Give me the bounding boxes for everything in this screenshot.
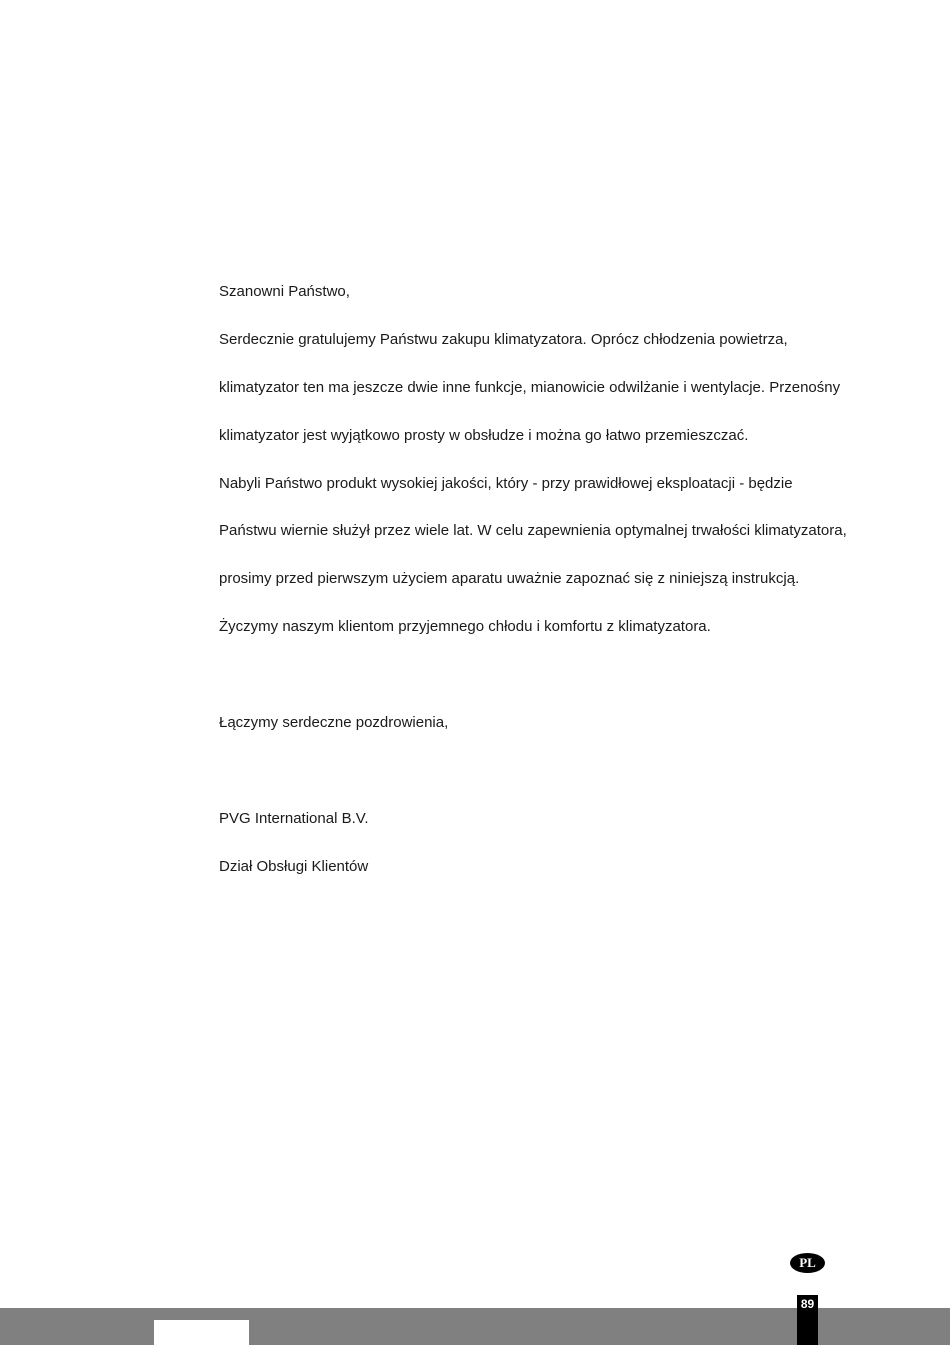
letter-closing: Łączymy serdeczne pozdrowienia, bbox=[219, 714, 449, 731]
letter-paragraph-line: Serdecznie gratulujemy Państwu zakupu klimatyzatora. Oprócz chłodzenia powietrza, bbox=[219, 331, 788, 348]
footer-white-block bbox=[154, 1320, 249, 1345]
letter-paragraph-line: klimatyzator jest wyjątkowo prosty w obsłudze i można go łatwo przemieszczać. bbox=[219, 427, 749, 444]
letter-greeting: Szanowni Państwo, bbox=[219, 283, 350, 300]
language-badge: PL bbox=[790, 1253, 825, 1273]
page-number: 89 bbox=[797, 1295, 818, 1345]
letter-paragraph-line: klimatyzator ten ma jeszcze dwie inne funkcje, mianowicie odwilżanie i wentylacje. Przenośny bbox=[219, 379, 841, 396]
company-name: PVG International B.V. bbox=[219, 810, 369, 827]
letter-paragraph-line: Państwu wiernie służył przez wiele lat. W celu zapewnienia optymalnej trwałości klimatyzatora, bbox=[219, 522, 847, 539]
letter-paragraph-line: prosimy przed pierwszym użyciem aparatu uważnie zapoznać się z niniejszą instrukcją. bbox=[219, 570, 800, 587]
letter-paragraph-line: Życzymy naszym klientom przyjemnego chłodu i komfortu z klimatyzatora. bbox=[219, 618, 711, 635]
letter-paragraph-line: Nabyli Państwo produkt wysokiej jakości, który - przy prawidłowej eksploatacji - będzie bbox=[219, 475, 793, 492]
department-name: Dział Obsługi Klientów bbox=[219, 858, 369, 875]
